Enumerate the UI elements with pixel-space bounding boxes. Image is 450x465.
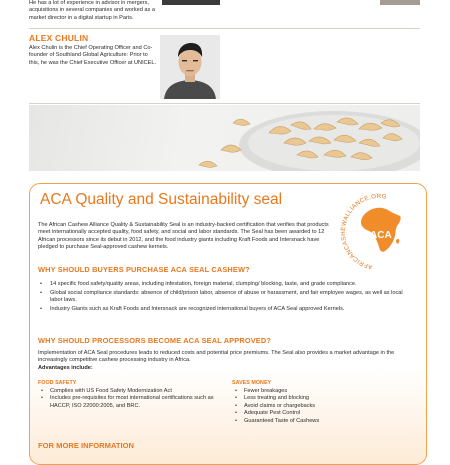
bio-name: ALEX CHULIN <box>29 33 89 43</box>
buyers-heading: WHY SHOULD BUYERS PURCHASE ACA SEAL CASHEW? <box>38 265 250 274</box>
profile-photo <box>160 35 220 99</box>
list-item: • Complies with US Food Safety Modernization Act <box>38 388 228 395</box>
section-title: ACA Quality and Sustainability seal <box>40 191 283 208</box>
logo-center-text: ACA <box>370 230 392 241</box>
list-item: • Fewer breakages <box>232 388 412 395</box>
list-item: • Guaranteed Taste of Cashews <box>232 418 412 425</box>
list-item: • 14 specific food safety/quality areas, including infestation, foreign material, clumping/ blocking, taste, and grade compliance. <box>38 281 416 288</box>
saves-money-list <box>232 388 412 425</box>
list-item: • Includes pre-requisites for most international certifications such as HACCP, ISO 22000:2005, and BRC. <box>38 395 228 410</box>
food-safety-heading: FOOD SAFETY <box>38 380 77 386</box>
divider <box>29 28 420 29</box>
logo-ring-text: AFRICANCASHEWALLIANCE.ORG <box>339 192 388 271</box>
bio-text: Alex Chulin is the Chief Operating Officer and Co-founder of Southland Global Agriculture: Prior to this, he was the Chief Executive Officer at UNICEL. <box>29 45 157 66</box>
seal-intro-text: The African Cashew Alliance Quality & Sustainability Seal is an industry-backed certification that verifies that products meet internationally accepted quality, food safety, and social and labor standards. The Seal has been awarded to 12 African processors since its debut in 2012, and the food industry giants including Kraft Foods and Intersnack have pledged to purchase Seal-approved cashew kernels. <box>38 222 329 251</box>
list-item: • Global social compliance standards: absence of child/prison labor, absence of abuse or harassment, and fair employee wages, as well as local labor laws. <box>38 290 416 305</box>
food-safety-list <box>38 388 228 410</box>
aca-seal-logo <box>336 188 422 276</box>
divider <box>29 103 420 104</box>
processors-body: Implementation of ACA Seal procedures leads to reduced costs and potential price premiums. The Seal also provides a market advantage in the increasingly competitive cashew processing industry in Africa. <box>38 350 395 364</box>
advantages-label: Advantages include: <box>38 364 93 371</box>
saves-money-heading: SAVES MONEY <box>232 380 272 386</box>
more-info-heading: FOR MORE INFORMATION <box>38 441 135 450</box>
profile-photo-right <box>380 0 420 5</box>
list-item: • Adequate Pest Control <box>232 410 412 417</box>
cashew-bowl-photo <box>29 105 420 171</box>
list-item: • Avoid claims or chargebacks <box>232 403 412 410</box>
profile-photo-previous <box>162 0 220 5</box>
list-item: • Less treating and blocking <box>232 395 412 402</box>
bio-text-previous: He has a lot of experience in advisor in mergers, acquisitions in several companies and worked as a market director in a digital startup in Paris. <box>29 0 155 21</box>
processors-text <box>38 350 418 372</box>
processors-heading: WHY SHOULD PROCESSORS BECOME ACA SEAL APPROVED? <box>38 336 272 345</box>
list-item: • Industry Giants such as Kraft Foods and Intersnack are recognized international buyers of ACA Seal approved Kernels. <box>38 306 416 313</box>
buyers-benefit-list <box>38 281 416 315</box>
